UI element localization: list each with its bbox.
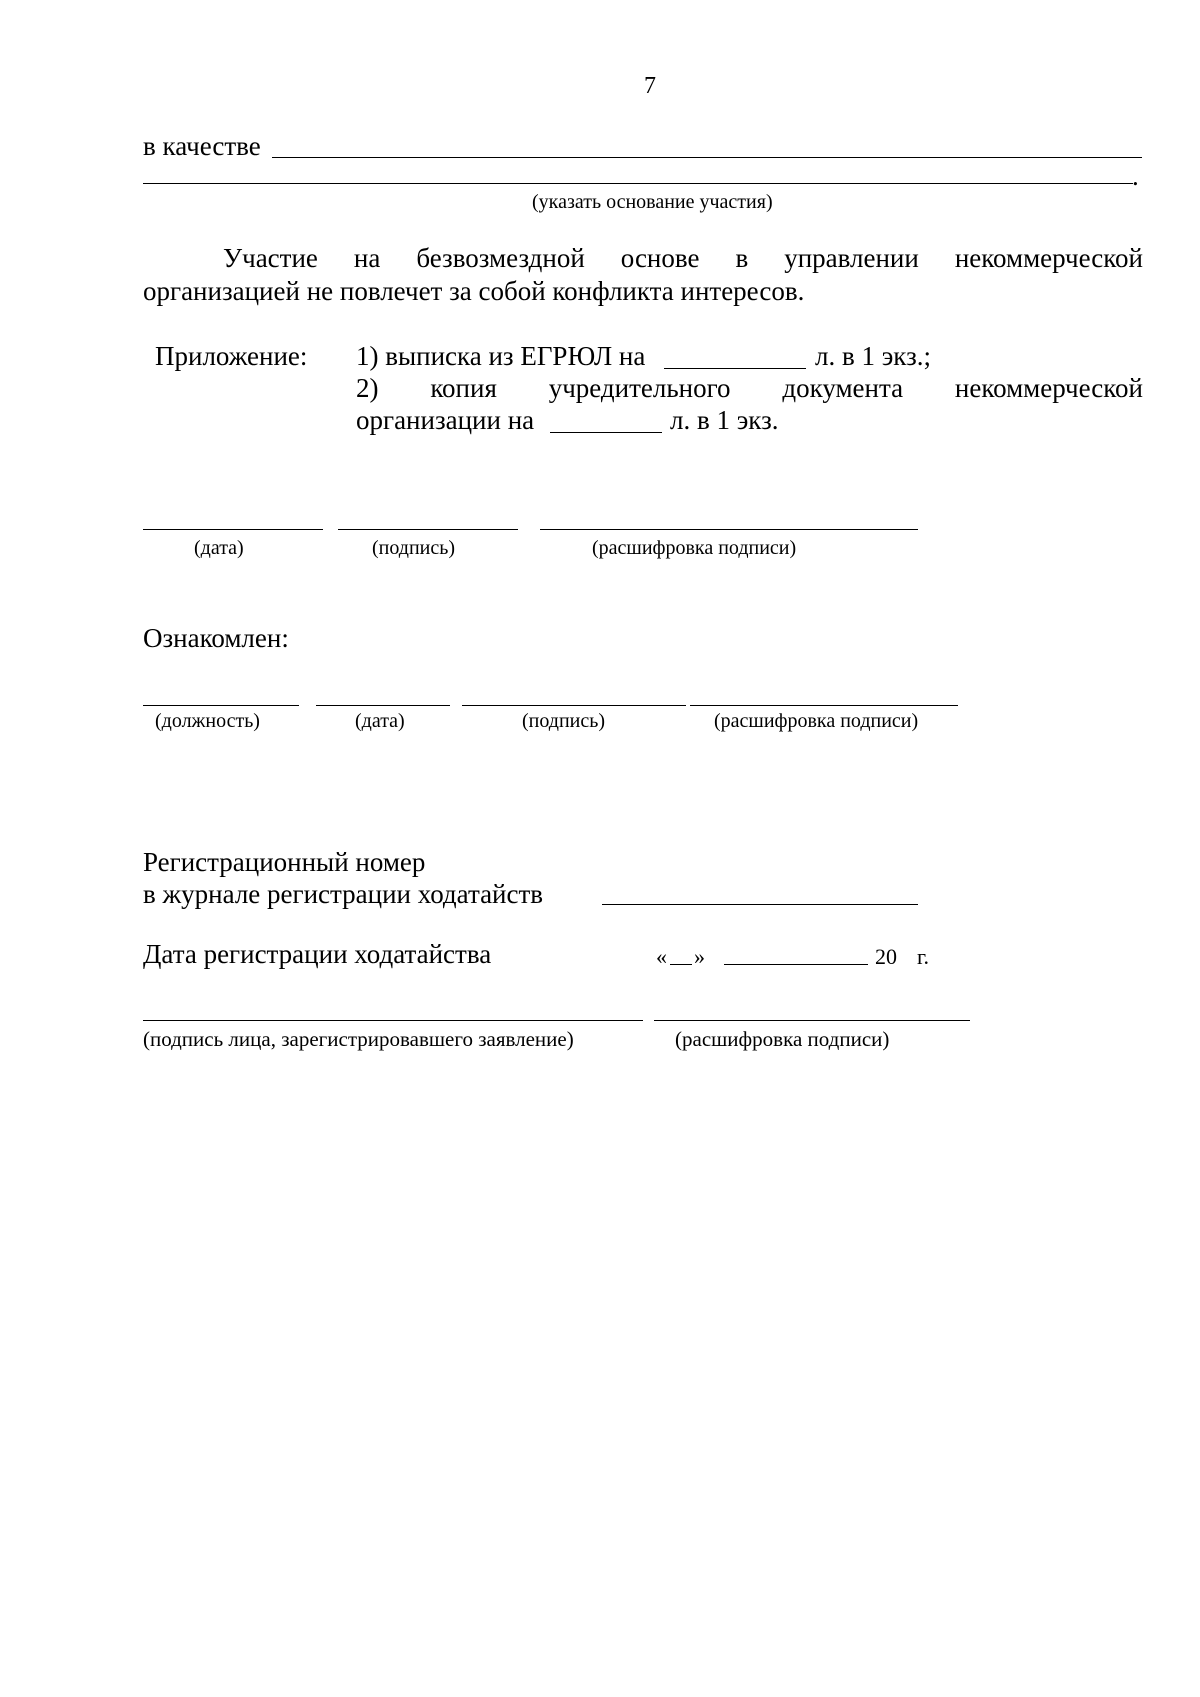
registration-date-year: 20 <box>875 944 897 969</box>
registration-date-quote-close: » <box>694 944 705 969</box>
acquainted-position-line <box>143 705 299 706</box>
registration-number-line1: Регистрационный номер <box>143 847 426 877</box>
registration-decoding-line <box>654 1020 970 1021</box>
acquainted-signature-line <box>462 705 686 706</box>
basis-label: в качестве <box>143 131 261 161</box>
registration-decoding-caption: (расшифровка подписи) <box>675 1027 890 1051</box>
signature1-decoding-line <box>540 529 918 530</box>
acquainted-signature-caption: (подпись) <box>522 710 606 732</box>
attachment-item2-word: копия <box>430 373 497 403</box>
acquainted-date-line <box>316 705 450 706</box>
basis-end-mark: . <box>1132 161 1139 191</box>
registration-number-line2: в журнале регистрации ходатайств <box>143 879 544 909</box>
basis-line-2 <box>143 183 1133 184</box>
attachment-item1-prefix: 1) выписка из ЕГРЮЛ на <box>356 341 646 371</box>
statement-word: на <box>353 243 381 273</box>
basis-caption: (указать основание участия) <box>532 191 773 213</box>
signature1-date-caption: (дата) <box>194 537 244 559</box>
attachment-item2-line2-prefix: организации на <box>356 405 535 435</box>
statement-word: в <box>735 243 749 273</box>
registration-date-quote-open: « <box>656 944 667 969</box>
registration-day-blank <box>670 964 692 965</box>
attachment-item2-blank <box>550 432 662 433</box>
attachment-label: Приложение: <box>155 341 308 371</box>
statement-line-1 <box>223 242 1143 274</box>
basis-line-1 <box>272 157 1142 158</box>
registration-signer-caption: (подпись лица, зарегистрировавшего заявление) <box>143 1027 574 1051</box>
signature1-date-line <box>143 529 323 530</box>
acquainted-decoding-line <box>690 705 958 706</box>
statement-word: безвозмездной <box>416 243 585 273</box>
signature1-signature-line <box>338 529 518 530</box>
attachment-item2-word: учредительного <box>548 373 731 403</box>
page-number: 7 <box>644 73 656 99</box>
registration-date-year-suffix: г. <box>917 944 930 969</box>
acquainted-position-caption: (должность) <box>155 710 260 732</box>
statement-word: некоммерческой <box>954 243 1143 273</box>
registration-number-line <box>602 904 918 905</box>
acquainted-label: Ознакомлен: <box>143 623 289 653</box>
acquainted-date-caption: (дата) <box>355 710 405 732</box>
statement-word: управлении <box>784 243 919 273</box>
attachment-item2-line2-suffix: л. в 1 экз. <box>670 405 779 435</box>
signature1-signature-caption: (подпись) <box>372 537 456 559</box>
attachment-item2-line1 <box>356 372 1143 404</box>
registration-date-label: Дата регистрации ходатайства <box>143 939 492 969</box>
attachment-item2-word: некоммерческой <box>954 373 1143 403</box>
acquainted-decoding-caption: (расшифровка подписи) <box>714 710 919 732</box>
registration-month-blank <box>724 964 868 965</box>
signature1-decoding-caption: (расшифровка подписи) <box>592 537 797 559</box>
statement-word: основе <box>620 243 700 273</box>
attachment-item1-blank <box>664 368 806 369</box>
statement-word: Участие <box>223 243 318 273</box>
attachment-item2-word: 2) <box>356 373 379 403</box>
attachment-item2-word: документа <box>782 373 904 403</box>
attachment-item1-suffix: л. в 1 экз.; <box>815 341 931 371</box>
registration-signer-line <box>143 1020 643 1021</box>
statement-line-2: организацией не повлечет за собой конфликта интересов. <box>143 276 805 306</box>
